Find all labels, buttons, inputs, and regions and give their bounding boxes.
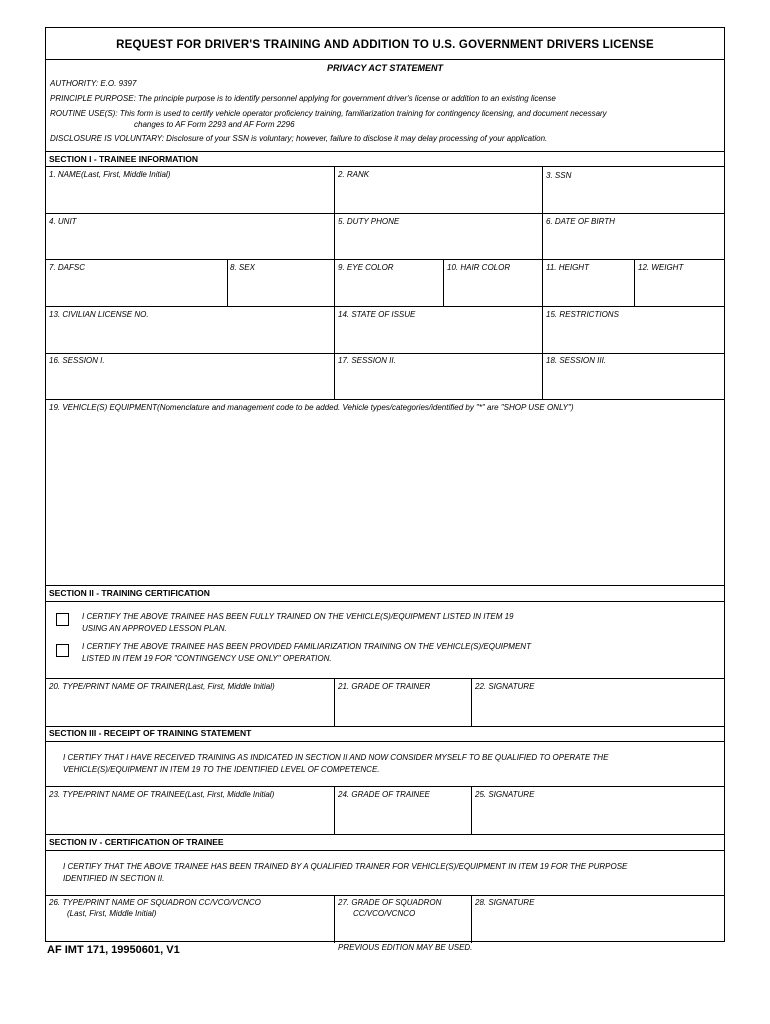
privacy-purpose: PRINCIPLE PURPOSE: The principle purpose is to identify personnel applying for government driver's license or addition to an existing license	[50, 94, 556, 103]
divider	[46, 399, 724, 400]
commander-grade-subtitle: CC/VCO/VCNCO	[353, 909, 416, 918]
form-page	[45, 27, 725, 942]
divider	[46, 895, 724, 896]
dafsc-field[interactable]: 7. DAFSC	[49, 263, 86, 272]
restrictions-field[interactable]: 15. RESTRICTIONS	[546, 310, 619, 319]
certification-statement-line1: I CERTIFY THAT THE ABOVE TRAINEE HAS BEEN TRAINED BY A QUALIFIED TRAINER FOR VEHICLE(S)/EQUIPMENT IN ITEM 19 FOR THE PURPOSE	[63, 862, 628, 871]
height-field[interactable]: 11. HEIGHT	[546, 263, 589, 272]
section-2-header: SECTION II - TRAINING CERTIFICATION	[49, 588, 210, 598]
section-4-header: SECTION IV - CERTIFICATION OF TRAINEE	[49, 837, 224, 847]
name-field[interactable]: 1. NAME(Last, First, Middle Initial)	[49, 170, 171, 179]
privacy-act-title: PRIVACY ACT STATEMENT	[326, 63, 443, 73]
privacy-routine-use: ROUTINE USE(S): This form is used to certify vehicle operator proficiency training, familiarization training for contingency licensing, and document necessary	[50, 109, 607, 118]
divider	[443, 259, 444, 306]
divider	[471, 678, 472, 726]
commander-name-field[interactable]: 26. TYPE/PRINT NAME OF SQUADRON CC/VCO/VCNCO	[49, 898, 261, 907]
session-2-field[interactable]: 17. SESSION II.	[338, 356, 396, 365]
divider	[46, 850, 724, 851]
trainee-name-field[interactable]: 23. TYPE/PRINT NAME OF TRAINEE(Last, First, Middle Initial)	[49, 790, 275, 799]
divider	[46, 306, 724, 307]
commander-grade-field[interactable]: 27. GRADE OF SQUADRON	[338, 898, 442, 907]
divider	[46, 601, 724, 602]
receipt-statement-line1: I CERTIFY THAT I HAVE RECEIVED TRAINING AS INDICATED IN SECTION II AND NOW CONSIDER MYSELF TO BE QUALIFIED TO OPERATE THE	[63, 753, 609, 762]
form-id: AF IMT 171, 19950601, V1	[47, 944, 180, 956]
hair-color-field[interactable]: 10. HAIR COLOR	[447, 263, 511, 272]
fully-trained-checkbox[interactable]	[56, 613, 69, 626]
divider	[542, 166, 543, 399]
divider	[334, 678, 335, 726]
divider	[46, 741, 724, 742]
cert-fully-trained-line1: I CERTIFY THE ABOVE TRAINEE HAS BEEN FULLY TRAINED ON THE VEHICLE(S)/EQUIPMENT LISTED IN ITEM 19	[82, 612, 514, 621]
form-title: REQUEST FOR DRIVER'S TRAINING AND ADDITION TO U.S. GOVERNMENT DRIVERS LICENSE	[116, 39, 654, 51]
rank-field[interactable]: 2. RANK	[338, 170, 370, 179]
commander-name-subtitle: (Last, First, Middle Initial)	[67, 909, 157, 918]
divider	[46, 151, 724, 152]
ssn-field[interactable]: 3. SSN	[546, 171, 572, 180]
divider	[46, 166, 724, 167]
sex-field[interactable]: 8. SEX	[230, 263, 255, 272]
trainer-name-field[interactable]: 20. TYPE/PRINT NAME OF TRAINER(Last, First, Middle Initial)	[49, 682, 275, 691]
state-of-issue-field[interactable]: 14. STATE OF ISSUE	[338, 310, 416, 319]
trainer-signature-field[interactable]: 22. SIGNATURE	[475, 682, 535, 691]
divider	[46, 213, 724, 214]
session-3-field[interactable]: 18. SESSION III.	[546, 356, 607, 365]
divider	[46, 786, 724, 787]
cert-familiarization-line2: LISTED IN ITEM 19 FOR "CONTINGENCY USE ONLY" OPERATION.	[82, 654, 332, 663]
divider	[334, 786, 335, 834]
unit-field[interactable]: 4. UNIT	[49, 217, 77, 226]
receipt-statement-line2: VEHICLE(S)/EQUIPMENT IN ITEM 19 TO THE IDENTIFIED LEVEL OF COMPETENCE.	[63, 765, 380, 774]
trainer-grade-field[interactable]: 21. GRADE OF TRAINER	[338, 682, 431, 691]
divider	[334, 895, 335, 943]
divider	[46, 834, 724, 835]
weight-field[interactable]: 12. WEIGHT	[638, 263, 684, 272]
divider	[634, 259, 635, 306]
divider	[46, 726, 724, 727]
privacy-authority: AUTHORITY: E.O. 9397	[50, 79, 137, 88]
privacy-routine-use-cont: changes to AF Form 2293 and AF Form 2296	[134, 120, 295, 129]
divider	[334, 166, 335, 399]
date-of-birth-field[interactable]: 6. DATE OF BIRTH	[546, 217, 615, 226]
section-3-header: SECTION III - RECEIPT OF TRAINING STATEMENT	[49, 728, 252, 738]
trainee-grade-field[interactable]: 24. GRADE OF TRAINEE	[338, 790, 430, 799]
divider	[46, 259, 724, 260]
duty-phone-field[interactable]: 5. DUTY PHONE	[338, 217, 400, 226]
cert-fully-trained-line2: USING AN APPROVED LESSON PLAN.	[82, 624, 227, 633]
eye-color-field[interactable]: 9. EYE COLOR	[338, 263, 394, 272]
cert-familiarization-line1: I CERTIFY THE ABOVE TRAINEE HAS BEEN PROVIDED FAMILIARIZATION TRAINING ON THE VEHICLE(S)/EQUIPMENT	[82, 642, 531, 651]
vehicle-equipment-field[interactable]: 19. VEHICLE(S) EQUIPMENT(Nomenclature and management code to be added. Vehicle types/categories/identified by "*" are "SHOP USE ONLY")	[49, 403, 574, 412]
divider	[471, 895, 472, 943]
divider	[46, 585, 724, 586]
divider	[46, 678, 724, 679]
certification-statement-line2: IDENTIFIED IN SECTION II.	[63, 874, 165, 883]
privacy-disclosure: DISCLOSURE IS VOLUNTARY: Disclosure of your SSN is voluntary; however, failure to disclose it may delay processing of your application.	[50, 134, 548, 143]
section-1-header: SECTION I - TRAINEE INFORMATION	[49, 154, 199, 164]
familiarization-checkbox[interactable]	[56, 644, 69, 657]
civilian-license-field[interactable]: 13. CIVILIAN LICENSE NO.	[49, 310, 149, 319]
trainee-signature-field[interactable]: 25. SIGNATURE	[475, 790, 535, 799]
divider	[46, 59, 724, 60]
session-1-field[interactable]: 16. SESSION I.	[49, 356, 105, 365]
previous-edition-note: PREVIOUS EDITION MAY BE USED.	[338, 943, 473, 952]
divider	[227, 259, 228, 306]
divider	[471, 786, 472, 834]
divider	[46, 353, 724, 354]
commander-signature-field[interactable]: 28. SIGNATURE	[475, 898, 535, 907]
